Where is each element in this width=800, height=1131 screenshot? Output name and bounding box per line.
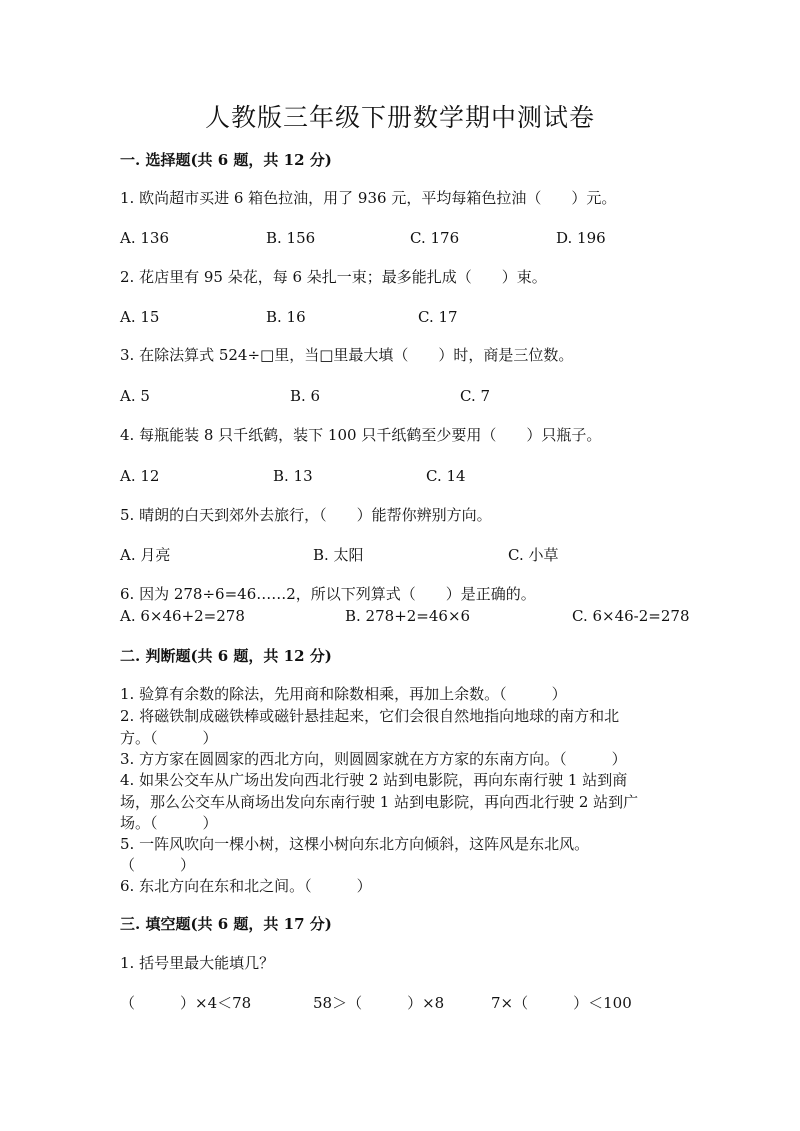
section-heading-choice: 一. 选择题(共 6 题，共 12 分)	[120, 151, 332, 169]
option-c: C. 14	[426, 467, 466, 485]
section-heading-fill: 三. 填空题(共 6 题，共 17 分)	[120, 915, 332, 933]
fill-blank-expression: （ ）×4＜78	[120, 994, 252, 1012]
option-b: B. 16	[266, 308, 306, 326]
judgement-line: 1. 验算有余数的除法，先用商和除数相乘，再加上余数。（ ）	[120, 685, 567, 703]
judgement-line: 方。（ ）	[120, 729, 218, 747]
question-text: 2. 花店里有 95 朵花，每 6 朵扎一束；最多能扎成（ ）束。	[120, 268, 547, 286]
option-d: D. 196	[556, 229, 606, 247]
judgement-line: 6. 东北方向在东和北之间。（ ）	[120, 877, 372, 895]
option-a: A. 6×46+2=278	[120, 607, 245, 625]
question-text: 3. 在除法算式 524÷□里，当□里最大填（ ）时，商是三位数。	[120, 346, 574, 364]
question-text: 4. 每瓶能装 8 只千纸鹤，装下 100 只千纸鹤至少要用（ ）只瓶子。	[120, 426, 602, 444]
judgement-line: 场。（ ）	[120, 814, 218, 832]
section-heading-judgement: 二. 判断题(共 6 题，共 12 分)	[120, 647, 332, 665]
page-title: 人教版三年级下册数学期中测试卷	[204, 103, 595, 132]
option-a: A. 月亮	[120, 546, 171, 564]
option-c: C. 176	[410, 229, 460, 247]
judgement-line: 场，那么公交车从商场出发向东南行驶 1 站到电影院，再向西北行驶 2 站到广	[120, 793, 639, 811]
option-c: C. 6×46-2=278	[572, 607, 690, 625]
question-text: 1. 欧尚超市买进 6 箱色拉油，用了 936 元，平均每箱色拉油（ ）元。	[120, 189, 617, 207]
judgement-line: 3. 方方家在圆圆家的西北方向，则圆圆家就在方方家的东南方向。（ ）	[120, 750, 627, 768]
option-b: B. 太阳	[313, 546, 364, 564]
question-text: 5. 晴朗的白天到郊外去旅行，（ ）能帮你辨别方向。	[120, 506, 492, 524]
judgement-line: 5. 一阵风吹向一棵小树，这棵小树向东北方向倾斜，这阵风是东北风。	[120, 835, 590, 853]
option-a: A. 12	[120, 467, 160, 485]
option-a: A. 15	[120, 308, 160, 326]
question-text: 1. 括号里最大能填几？	[120, 954, 275, 972]
option-b: B. 278+2=46×6	[345, 607, 471, 625]
option-a: A. 5	[120, 387, 150, 405]
fill-blank-expression: 58＞（ ）×8	[313, 994, 445, 1012]
judgement-line: 2. 将磁铁制成磁铁棒或磁针悬挂起来，它们会很自然地指向地球的南方和北	[120, 707, 620, 725]
judgement-line: 4. 如果公交车从广场出发向西北行驶 2 站到电影院，再向东南行驶 1 站到商	[120, 771, 628, 789]
option-c: C. 17	[418, 308, 458, 326]
question-text: 6. 因为 278÷6=46……2，所以下列算式（ ）是正确的。	[120, 585, 536, 603]
option-b: B. 156	[266, 229, 316, 247]
option-c: C. 小草	[508, 546, 559, 564]
option-b: B. 6	[290, 387, 321, 405]
option-c: C. 7	[460, 387, 491, 405]
option-b: B. 13	[273, 467, 313, 485]
judgement-line: （ ）	[120, 856, 196, 874]
fill-blank-expression: 7×（ ）＜100	[491, 994, 632, 1012]
option-a: A. 136	[120, 229, 169, 247]
